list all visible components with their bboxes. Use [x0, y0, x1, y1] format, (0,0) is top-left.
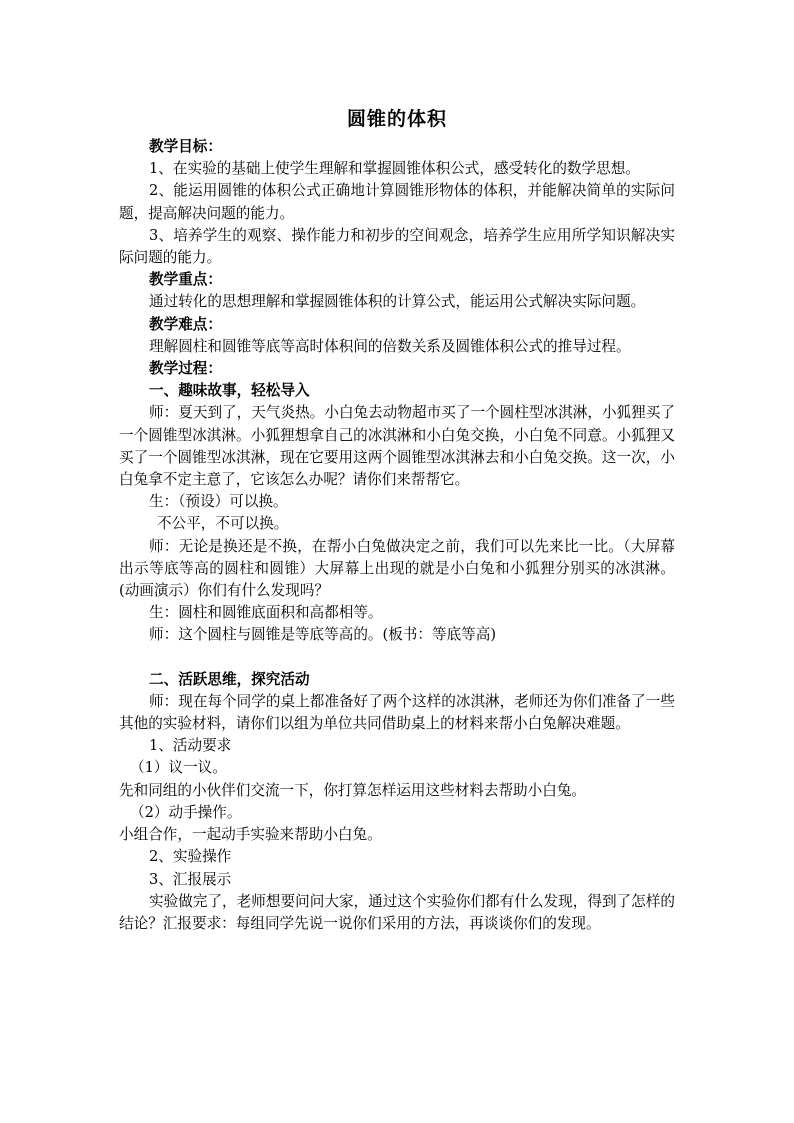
section2-intro: 师：现在每个同学的桌上都准备好了两个这样的冰淇淋，老师还为你们准备了一些其他的实验材料，请你们以组为单位共同借助桌上的材料来帮小白兔解决难题。 — [119, 692, 675, 733]
section2-sub-1: （1）议一议。 — [130, 759, 227, 777]
section2-step-1: 1、活动要求 — [149, 737, 232, 755]
section2-step-3: 3、汇报展示 — [149, 870, 232, 888]
section2-sub-1-text: 先和同组的小伙伴们交流一下，你打算怎样运用这些材料去帮助小白兔。 — [119, 781, 587, 799]
section1-teacher-3: 师：这个圆柱与圆锥是等底等高的。(板书：等底等高) — [149, 626, 497, 644]
section2-sub-2-text: 小组合作，一起动手实验来帮助小白兔。 — [119, 826, 382, 844]
section1-student-1: 生：（预设）可以换。 — [149, 493, 288, 511]
section1-story: 师：夏天到了，天气炎热。小白兔去动物超市买了一个圆柱型冰淇淋，小狐狸买了一个圆锥型冰淇淋。小狐狸想拿自己的冰淇淋和小白兔交换，小白兔不同意。小狐狸又买了一个圆锥型冰淇淋，现在它要用这两个圆锥型冰淇淋去和小白兔交换。这一次，小白兔拿不定主意了，它该怎么办呢？请你们来帮帮它。 — [119, 404, 675, 489]
key-point-text: 通过转化的思想理解和掌握圆锥体积的计算公式，能运用公式解决实际问题。 — [149, 293, 646, 311]
objective-item-1: 1、在实验的基础上使学生理解和掌握圆锥体积公式，感受转化的数学思想。 — [149, 160, 640, 178]
page-title: 圆锥的体积 — [346, 108, 447, 130]
section2-step-2: 2、实验操作 — [149, 848, 232, 866]
section2-sub-2: （2）动手操作。 — [130, 803, 242, 821]
objective-item-3: 3、培养学生的观察、操作能力和初步的空间观念，培养学生应用所学知识解决实际问题的能力。 — [119, 226, 675, 267]
key-point-heading: 教学重点： — [149, 271, 222, 289]
section-spacer — [119, 647, 675, 669]
section1-teacher-2: 师：无论是换还是不换，在帮小白兔做决定之前，我们可以先来比一比。（大屏幕出示等底等高的圆柱和圆锥）大屏幕上出现的就是小白兔和小狐狸分别买的冰淇淋。(动画演示）你们有什么发现吗？ — [119, 537, 675, 600]
section2-heading: 二、活跃思维，探究活动 — [149, 670, 310, 688]
process-heading: 教学过程： — [149, 360, 222, 378]
document-body — [119, 136, 675, 935]
section1-student-2: 不公平，不可以换。 — [157, 515, 289, 533]
difficulty-heading: 教学难点： — [149, 315, 222, 333]
objective-item-2: 2、能运用圆锥的体积公式正确地计算圆锥形物体的体积，并能解决简单的实际问题，提高解决问题的能力。 — [119, 182, 675, 222]
difficulty-text: 理解圆柱和圆锥等底等高时体积间的倍数关系及圆锥体积公式的推导过程。 — [149, 337, 631, 355]
section1-student-3: 生：圆柱和圆锥底面积和高都相等。 — [149, 604, 383, 622]
section1-heading: 一、趣味故事，轻松导入 — [149, 382, 310, 400]
section2-report: 实验做完了，老师想要问问大家，通过这个实验你们都有什么发现，得到了怎样的结论？汇报要求：每组同学先说一说你们采用的方法，再谈谈你们的发现。 — [119, 892, 675, 932]
objectives-heading: 教学目标： — [149, 138, 222, 155]
